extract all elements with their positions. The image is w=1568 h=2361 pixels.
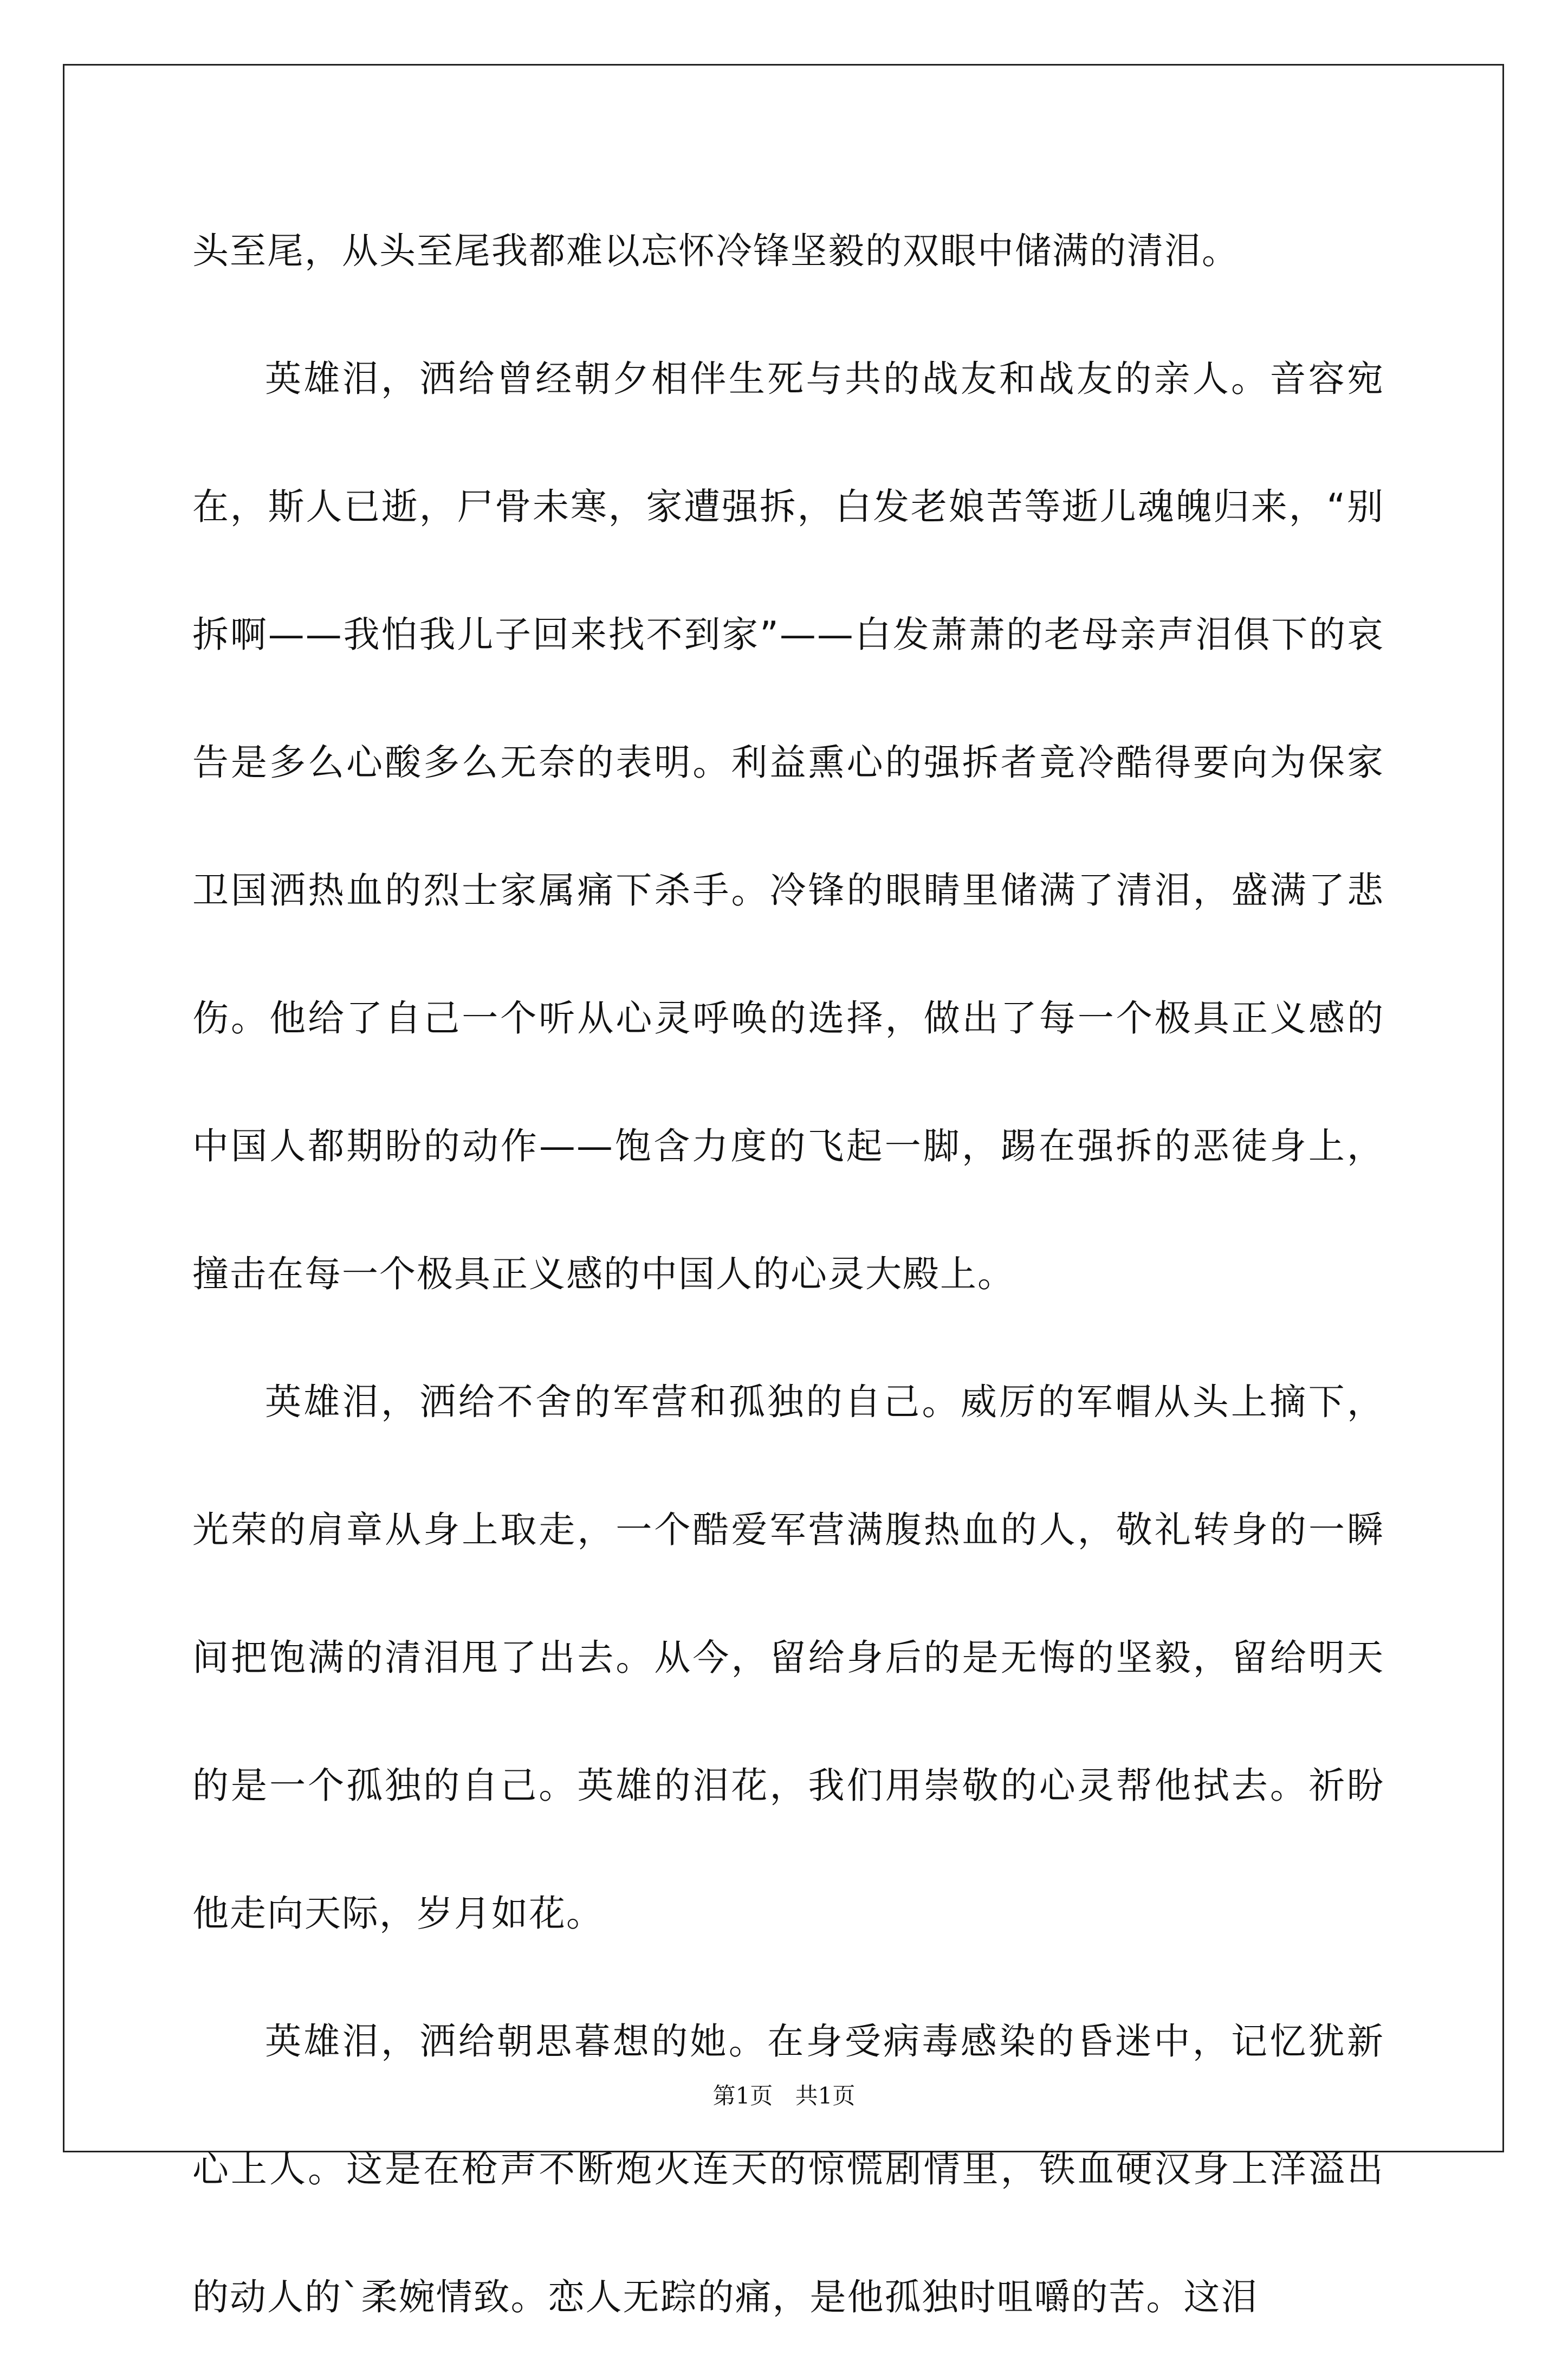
paragraph-3: 英雄泪，洒给不舍的军营和孤独的自己。威厉的军帽从头上摘下，光荣的肩章从身上取走，一个酷爱军营满腹热血的人，敬礼转身的一瞬间把饱满的清泪甩了出去。从今，留给身后的是无悔的坚毅，留给明天的是一个孤独的自己。英雄的泪花，我们用崇敬的心灵帮他拭去。祈盼他走向天际，岁月如花。 [192, 1381, 1384, 1935]
page-total: 共1页 [795, 2082, 856, 2109]
page-number: 第1页 [712, 2082, 773, 2109]
document-body [192, 187, 1384, 2361]
paragraph-4: 英雄泪，洒给朝思暮想的她。在身受病毒感染的昏迷中，记忆犹新心上人。这是在枪声不断炮火连天的惊慌剧情里，铁血硬汉身上洋溢出的动人的`柔婉情致。恋人无踪的痛，是他孤独时咀嚼的苦。这泪 [192, 2020, 1384, 2318]
paragraph-2: 英雄泪，洒给曾经朝夕相伴生死与共的战友和战友的亲人。音容宛在，斯人已逝，尸骨未寒，家遭强拆，白发老娘苦等逝儿魂魄归来，“别拆啊——我怕我儿子回来找不到家”——白发萧萧的老母亲声泪俱下的哀告是多么心酸多么无奈的表明。利益熏心的强拆者竟冷酷得要向为保家卫国洒热血的烈士家属痛下杀手。冷锋的眼睛里储满了清泪，盛满了悲伤。他给了自己一个听从心灵呼唤的选择，做出了每一个极具正义感的中国人都期盼的动作——饱含力度的飞起一脚，踢在强拆的恶徒身上，撞击在每一个极具正义感的中国人的心灵大殿上。 [192, 358, 1384, 1295]
paragraph-1: 头至尾，从头至尾我都难以忘怀冷锋坚毅的双眼中储满的清泪。 [192, 230, 1239, 272]
page-footer [0, 2078, 1568, 2111]
